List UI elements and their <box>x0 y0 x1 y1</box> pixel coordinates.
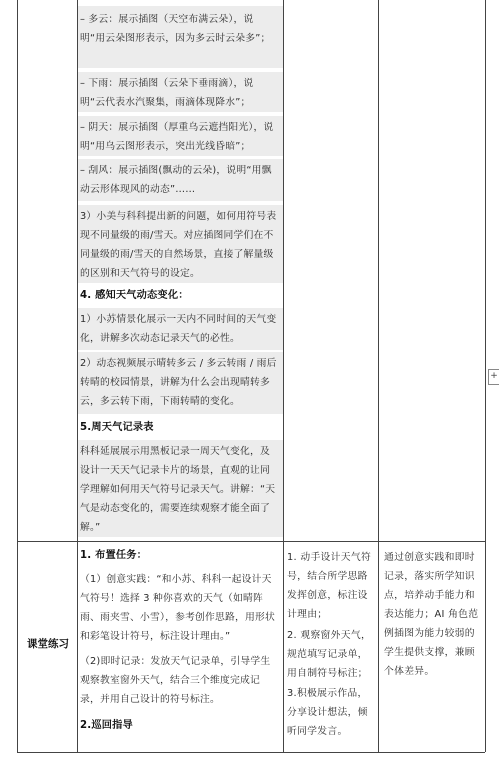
item-wind: – 刮风：展示插图(飘动的云朵)，说明“用飘动云形体现风的动态”…… <box>80 165 272 195</box>
table-divider-3 <box>378 0 379 752</box>
section4-heading: 4. 感知天气动态变化： <box>80 290 189 301</box>
task-heading: 1. 布置任务： <box>80 550 148 561</box>
item-overcast: – 阴天：展示插图（厚重乌云遮挡阳光），说明“用乌云图形表示，突出光线昏暗”； <box>80 122 274 152</box>
guidance-heading: 2.巡回指导 <box>80 720 133 731</box>
student-activity-2: 2. 观察窗外天气，规范填写记录单，用自制符号标注； <box>287 630 372 679</box>
row-divider <box>17 541 485 542</box>
section5-heading: 5.周天气记录表 <box>80 422 154 433</box>
table-border-bottom <box>17 752 485 753</box>
design-intent: 通过创意实践和即时记录，落实所学知识点，培养动手能力和表达能力；AI 角色范例插图为能力较弱的学生提供支撑，兼顾个体差异。 <box>384 552 479 677</box>
student-activity-1: 1. 动手设计天气符号，结合所学思路发挥创意，标注设计理由； <box>287 552 372 620</box>
lesson-practice-label: 课堂练习 <box>27 638 69 650</box>
table-border-right <box>485 0 486 752</box>
item-rain: – 下雨：展示插图（云朵下垂雨滴），说明“云代表水汽聚集，雨滴体现降水”； <box>80 78 254 108</box>
item-3-question: 3）小美与科科提出新的问题，如何用符号表现不同量级的雨/雪天。对应插图同学们在不同量级的雨/雪天的自然场景，直接了解量级的区别和天气符号的设定。 <box>80 211 277 279</box>
table-border-left <box>17 0 18 752</box>
section5-body: 科科延展展示用黑板记录一周天气变化，及设计一天天气记录卡片的场景，直观的让同学理解如何用天气符号记录天气。讲解：“天气是动态变化的，需要连续观察才能全面了解。” <box>80 446 276 533</box>
item-cloudy: – 多云：展示插图（天空布满云朵），说明“用云朵图形表示，因为多云时云朵多”； <box>80 14 271 44</box>
section4-item-2: 2）动态视频展示晴转多云 / 多云转雨 / 雨后转晴的校园情景，讲解为什么会出现晴转多云，多云转下雨，下雨转晴的变化。 <box>80 358 277 407</box>
table-divider-2 <box>283 0 284 752</box>
task-instant-record: （2)即时记录：发放天气记录单，引导学生观察教室窗外天气，结合三个维度完成记录，并用自己设计的符号标注。 <box>80 656 271 705</box>
task-creative-practice: （1）创意实践：“和小苏、科科一起设计天气符号！选择 3 种你喜欢的天气（如晴阵雨、雨夹雪、小雪），参考创作思路，用形状和彩笔设计符号，标注设计理由。” <box>80 574 276 642</box>
section4-item-1: 1）小苏情景化展示一天内不同时间的天气变化，讲解多次动态记录天气的必性。 <box>80 314 277 344</box>
student-activity-3: 3.积极展示作品，分享设计想法，倾听同学发言。 <box>287 688 368 737</box>
add-row-button[interactable]: + <box>488 369 499 385</box>
